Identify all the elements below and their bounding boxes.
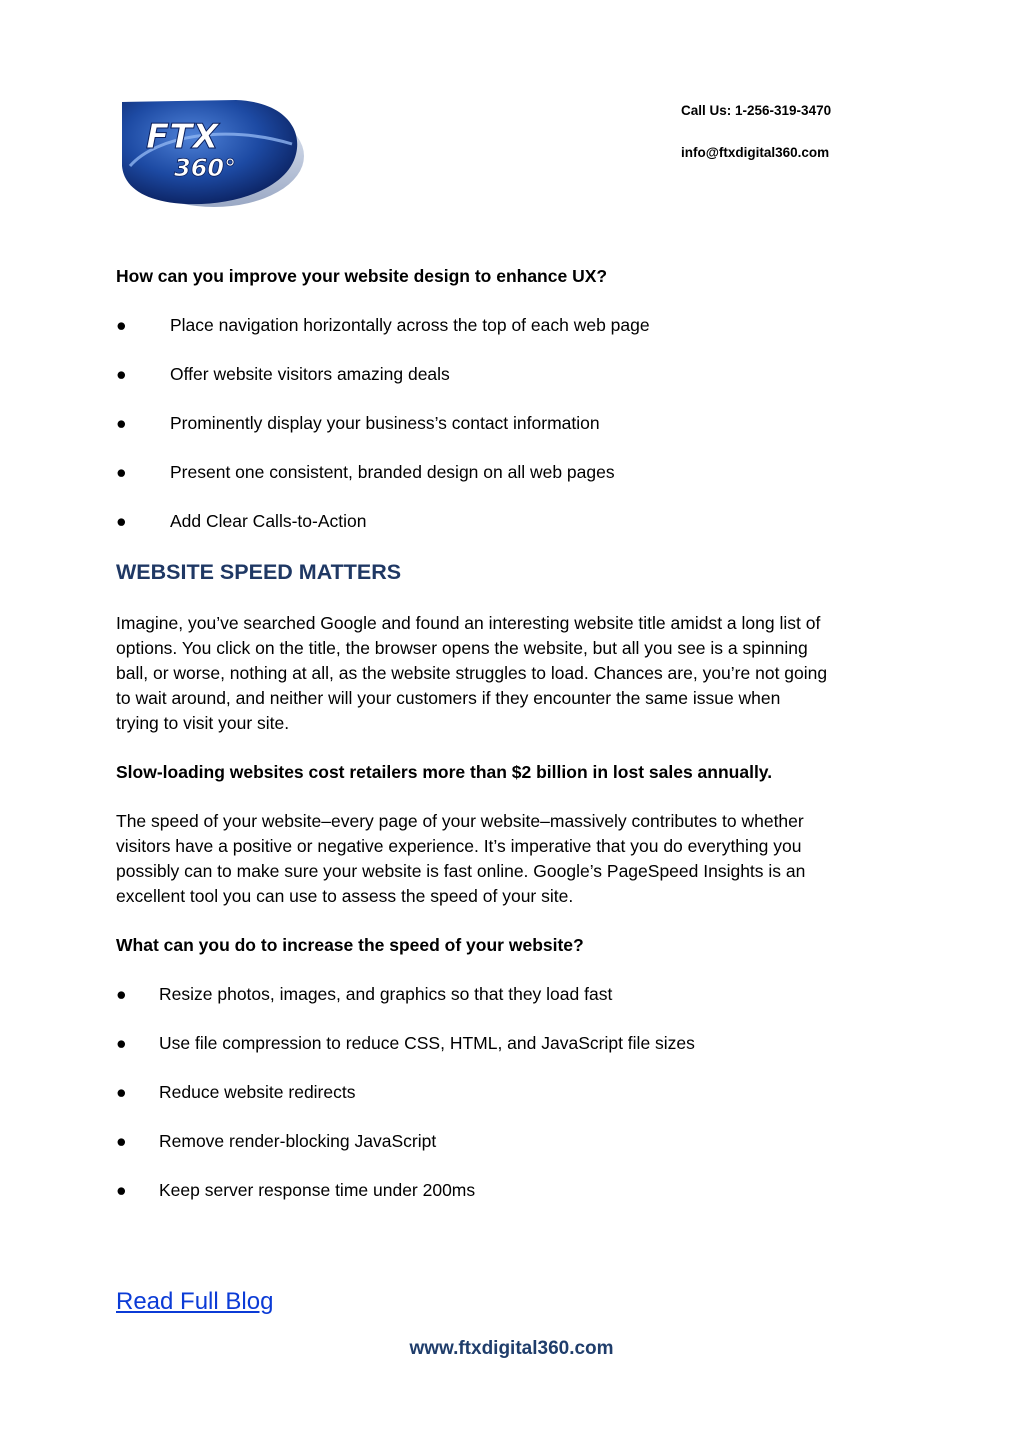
list-item-text: Add Clear Calls-to-Action <box>170 511 367 531</box>
list-item <box>116 411 896 436</box>
list-item-text: Use file compression to reduce CSS, HTML, and JavaScript file sizes <box>159 1033 695 1053</box>
bullet-icon: ● <box>116 511 127 531</box>
list-item <box>116 1080 896 1105</box>
paragraph-line: excellent tool you can use to assess the speed of your site. <box>116 886 574 906</box>
bullet-icon: ● <box>116 984 127 1004</box>
list-item-text: Present one consistent, branded design on all web pages <box>170 462 615 482</box>
list-item <box>116 509 896 534</box>
section-title: WEBSITE SPEED MATTERS <box>116 560 402 584</box>
list-item <box>116 1129 896 1154</box>
ux-tips-list <box>116 313 896 534</box>
list-item-text: Offer website visitors amazing deals <box>170 364 450 384</box>
list-item-text: Resize photos, images, and graphics so that they load fast <box>159 984 613 1004</box>
speed-question-heading: What can you do to increase the speed of your website? <box>116 935 584 955</box>
ux-question-heading: How can you improve your website design to enhance UX? <box>116 266 608 286</box>
list-item-text: Keep server response time under 200ms <box>159 1180 476 1200</box>
paragraph-line: options. You click on the title, the browser opens the website, but all you see is a spinning <box>116 638 808 658</box>
list-item-text: Prominently display your business’s contact information <box>170 413 600 433</box>
paragraph-line: trying to visit your site. <box>116 713 290 733</box>
list-item-text: Place navigation horizontally across the top of each web page <box>170 315 650 335</box>
list-item <box>116 362 896 387</box>
paragraph-line: ball, or worse, nothing at all, as the website struggles to load. Chances are, you’re not going <box>116 663 828 683</box>
article-body <box>116 264 896 1227</box>
paragraph-line: to wait around, and neither will your customers if they encounter the same issue when <box>116 688 781 708</box>
list-item <box>116 460 896 485</box>
logo-text-bottom: 360° <box>174 154 237 182</box>
bullet-icon: ● <box>116 413 127 433</box>
bullet-icon: ● <box>116 1082 127 1102</box>
bullet-icon: ● <box>116 364 127 384</box>
contact-info <box>681 103 831 187</box>
list-item-text: Reduce website redirects <box>159 1082 356 1102</box>
intro-paragraph <box>116 611 896 736</box>
bullet-icon: ● <box>116 1180 127 1200</box>
list-item <box>116 982 896 1007</box>
body-paragraph <box>116 809 896 909</box>
logo-text-top: FTX <box>146 117 219 157</box>
list-item <box>116 313 896 338</box>
speed-tips-list <box>116 982 896 1203</box>
bullet-icon: ● <box>116 1033 127 1053</box>
bullet-icon: ● <box>116 315 127 335</box>
footer-website-url: www.ftxdigital360.com <box>409 1338 614 1359</box>
list-item-text: Remove render-blocking JavaScript <box>159 1131 437 1151</box>
phone-number: Call Us: 1-256-319-3470 <box>681 103 832 118</box>
paragraph-line: The speed of your website–every page of your website–massively contributes to whether <box>116 811 804 831</box>
paragraph-line: possibly can to make sure your website is fast online. Google’s PageSpeed Insights is an <box>116 861 806 881</box>
paragraph-line: visitors have a positive or negative experience. It’s imperative that you do everything you <box>116 836 802 856</box>
list-item <box>116 1178 896 1203</box>
list-item <box>116 1031 896 1056</box>
read-full-blog-link[interactable]: Read Full Blog <box>116 1288 274 1315</box>
email-address: info@ftxdigital360.com <box>681 145 830 160</box>
ftx360-logo <box>116 96 306 210</box>
bullet-icon: ● <box>116 462 127 482</box>
paragraph-line: Imagine, you’ve searched Google and found an interesting website title amidst a long list of <box>116 613 821 633</box>
stat-callout: Slow-loading websites cost retailers more than $2 billion in lost sales annually. <box>116 762 773 782</box>
bullet-icon: ● <box>116 1131 127 1151</box>
